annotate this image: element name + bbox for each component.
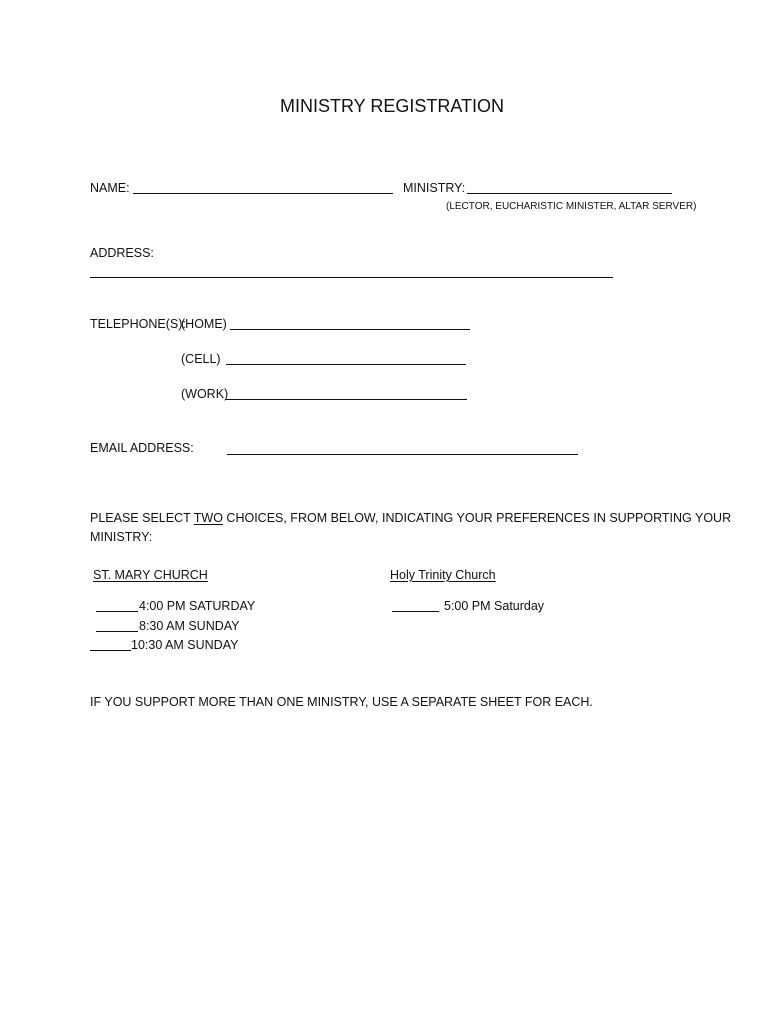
email-field[interactable] [227,454,578,455]
address-field[interactable] [90,277,613,278]
telephone-label: TELEPHONE(S): [90,317,186,331]
ministry-hint: (LECTOR, EUCHARISTIC MINISTER, ALTAR SERVER) [446,201,697,212]
holy-trinity-choice-1-label: 5:00 PM Saturday [444,599,545,613]
work-phone-label: (WORK) [181,387,229,401]
cell-phone-field[interactable] [226,364,466,365]
ministry-label: MINISTRY: [403,181,466,195]
st-mary-choice-1-label: 4:00 PM SATURDAY [139,599,256,613]
st-mary-choice-1-blank[interactable] [96,611,138,612]
instructions-text-rest: CHOICES, FROM BELOW, INDICATING YOUR PREFERENCES IN SUPPORTING YOUR [222,511,732,525]
st-mary-choice-2-blank[interactable] [96,631,138,632]
church-heading-st-mary: ST. MARY CHURCH [93,568,208,582]
cell-phone-label: (CELL) [181,352,221,366]
st-mary-choice-2-label: 8:30 AM SUNDAY [139,619,240,633]
name-field[interactable] [133,193,393,194]
instructions-text: PLEASE SELECT [90,511,194,525]
page-title: MINISTRY REGISTRATION [280,96,505,116]
instructions-emphasis: TWO [193,511,223,525]
home-phone-label: (HOME) [181,317,227,331]
st-mary-choice-3-blank[interactable] [90,650,131,651]
address-label: ADDRESS: [90,246,154,260]
email-label: EMAIL ADDRESS: [90,441,194,455]
instructions-line-2: MINISTRY: [90,530,153,544]
footer-note: IF YOU SUPPORT MORE THAN ONE MINISTRY, USE A SEPARATE SHEET FOR EACH. [90,695,593,709]
name-label: NAME: [90,181,130,195]
holy-trinity-choice-1-blank[interactable] [392,611,439,612]
work-phone-field[interactable] [226,399,467,400]
home-phone-field[interactable] [230,329,470,330]
instructions-line-1 [90,510,731,526]
church-heading-holy-trinity: Holy Trinity Church [390,568,496,582]
st-mary-choice-3-label: 10:30 AM SUNDAY [131,638,239,652]
ministry-field[interactable] [467,193,672,194]
